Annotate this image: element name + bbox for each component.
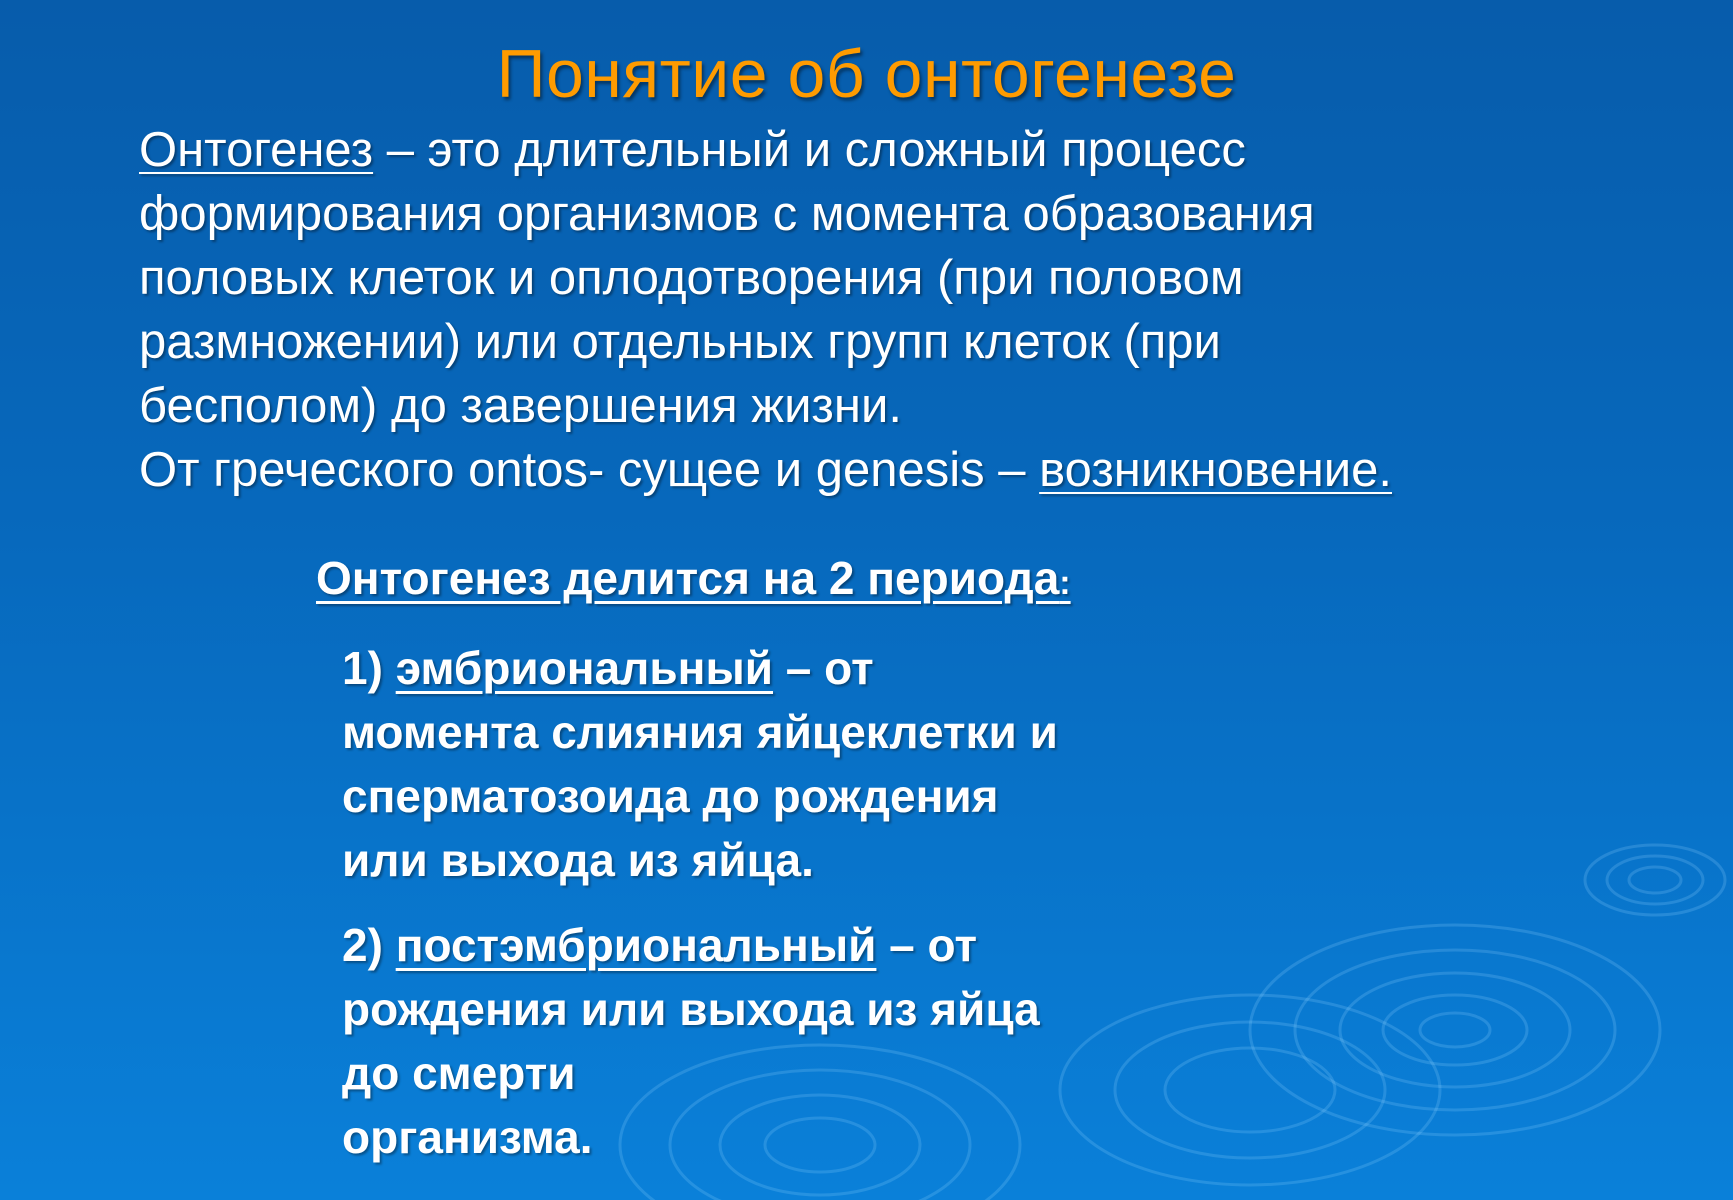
etymology-text: От греческого ontos- сущее и genesis – (139, 443, 1040, 497)
period-line: момента слияния яйцеклетки и (342, 706, 1058, 758)
definition-line (139, 118, 1599, 182)
period-after-term: – от (876, 919, 978, 971)
definition-line: формирования организмов с момента образования (139, 187, 1315, 241)
definition-line: половых клеток и оплодотворения (при половом (139, 251, 1244, 305)
periods-heading (316, 548, 1071, 613)
period-postembryonic (342, 913, 1242, 1169)
definition-line: размножении) или отдельных групп клеток (при (139, 315, 1221, 369)
period-line: сперматозоида до рождения (342, 770, 999, 822)
period-line: или выхода из яйца. (342, 834, 814, 886)
period-number: 1) (342, 642, 396, 694)
period-line: организма. (342, 1111, 593, 1163)
definition-block (139, 118, 1599, 502)
definition-line-text: – это длительный и сложный процесс (373, 123, 1246, 177)
period-first-line (342, 636, 1242, 700)
period-term: постэмбриональный (395, 919, 877, 971)
period-embryonic (342, 636, 1242, 892)
period-after-term: – от (773, 642, 874, 694)
period-term: эмбриональный (395, 642, 774, 694)
periods-heading-text: Онтогенез делится на 2 периода (316, 552, 1060, 604)
period-line: рождения или выхода из яйца (342, 983, 1040, 1035)
definition-term: Онтогенез (139, 123, 374, 177)
etymology-term: возникновение. (1039, 443, 1392, 497)
slide-title: Понятие об онтогенезе (496, 36, 1237, 112)
definition-line: бесполом) до завершения жизни. (139, 379, 902, 433)
period-number: 2) (342, 919, 396, 971)
period-first-line (342, 913, 1242, 977)
period-line: до смерти (342, 1047, 576, 1099)
etymology-line (139, 438, 1599, 502)
periods-heading-colon: : (1059, 564, 1071, 602)
